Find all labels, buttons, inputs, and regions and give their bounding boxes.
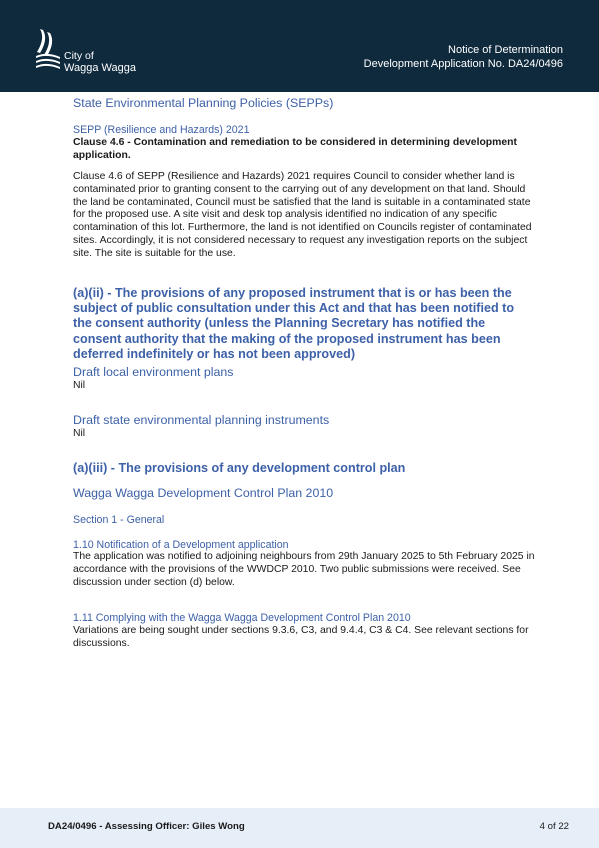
document-header xyxy=(0,0,599,92)
footer-officer: DA24/0496 - Assessing Officer: Giles Wong xyxy=(48,821,245,832)
s110-paragraph: The application was notified to adjoining neighbours from 29th January 2025 to 5th February 2025 in accordance with the provisions of the WWDCP 2010. Two public submissions were received. See discussion under section (d) below. xyxy=(73,551,535,588)
s111-paragraph: Variations are being sought under sections 9.3.6, C3, and 9.4.4, C3 & C4. See relevant sections for discussions. xyxy=(73,625,529,649)
section-a2-heading: (a)(ii) - The provisions of any proposed instrument that is or has been the subject of public consultation under this Act and that has been notified to the consent authority (unless the Planning Secretary has notified the consent authority that the making of the proposed instrument has been deferred indefinitely or has not been approved) xyxy=(73,286,515,361)
logo-text-line1: City of xyxy=(64,50,94,62)
document-footer xyxy=(0,808,599,848)
section1-heading: Section 1 - General xyxy=(73,514,165,526)
header-title-block xyxy=(364,44,563,71)
header-application-number: Development Application No. DA24/0496 xyxy=(363,57,563,70)
draft-local-value: Nil xyxy=(73,380,86,391)
draft-local-heading: Draft local environment plans xyxy=(73,365,234,379)
s110-heading: 1.10 Notification of a Development application xyxy=(73,539,289,551)
dcp-heading: Wagga Wagga Development Control Plan 2010 xyxy=(73,486,334,500)
draft-state-heading: Draft state environmental planning instruments xyxy=(73,413,330,427)
section-a3-heading: (a)(iii) - The provisions of any development control plan xyxy=(73,461,406,475)
council-crest-icon xyxy=(34,26,64,72)
logo-text-line2: Wagga Wagga xyxy=(64,62,136,74)
clause-heading: Clause 4.6 - Contamination and remediation to be considered in determining development application. xyxy=(73,137,517,161)
s111-heading: 1.11 Complying with the Wagga Wagga Development Control Plan 2010 xyxy=(73,612,411,624)
clause-paragraph: Clause 4.6 of SEPP (Resilience and Hazards) 2021 requires Council to consider whether land is contaminated prior to granting consent to the carrying out of any development on that land. Should the land be contaminated, Council must be satisfied that the land is suitable in a contaminated state for the proposed use. A site visit and desk top analysis identified no indication of any specific contamination of this lot. Furthermore, the land is not identified on Councils register of contaminated sites. Accordingly, it is not considered necessary to request any investigation reports on the subject site. The site is suitable for the use. xyxy=(73,171,532,259)
draft-state-value: Nil xyxy=(73,428,86,439)
council-logo xyxy=(34,26,144,76)
sepp-subheading: SEPP (Resilience and Hazards) 2021 xyxy=(73,124,250,136)
header-title: Notice of Determination xyxy=(448,44,563,56)
page-number: 4 of 22 xyxy=(539,821,569,832)
sepp-heading: State Environmental Planning Policies (SEPPs) xyxy=(73,96,334,110)
